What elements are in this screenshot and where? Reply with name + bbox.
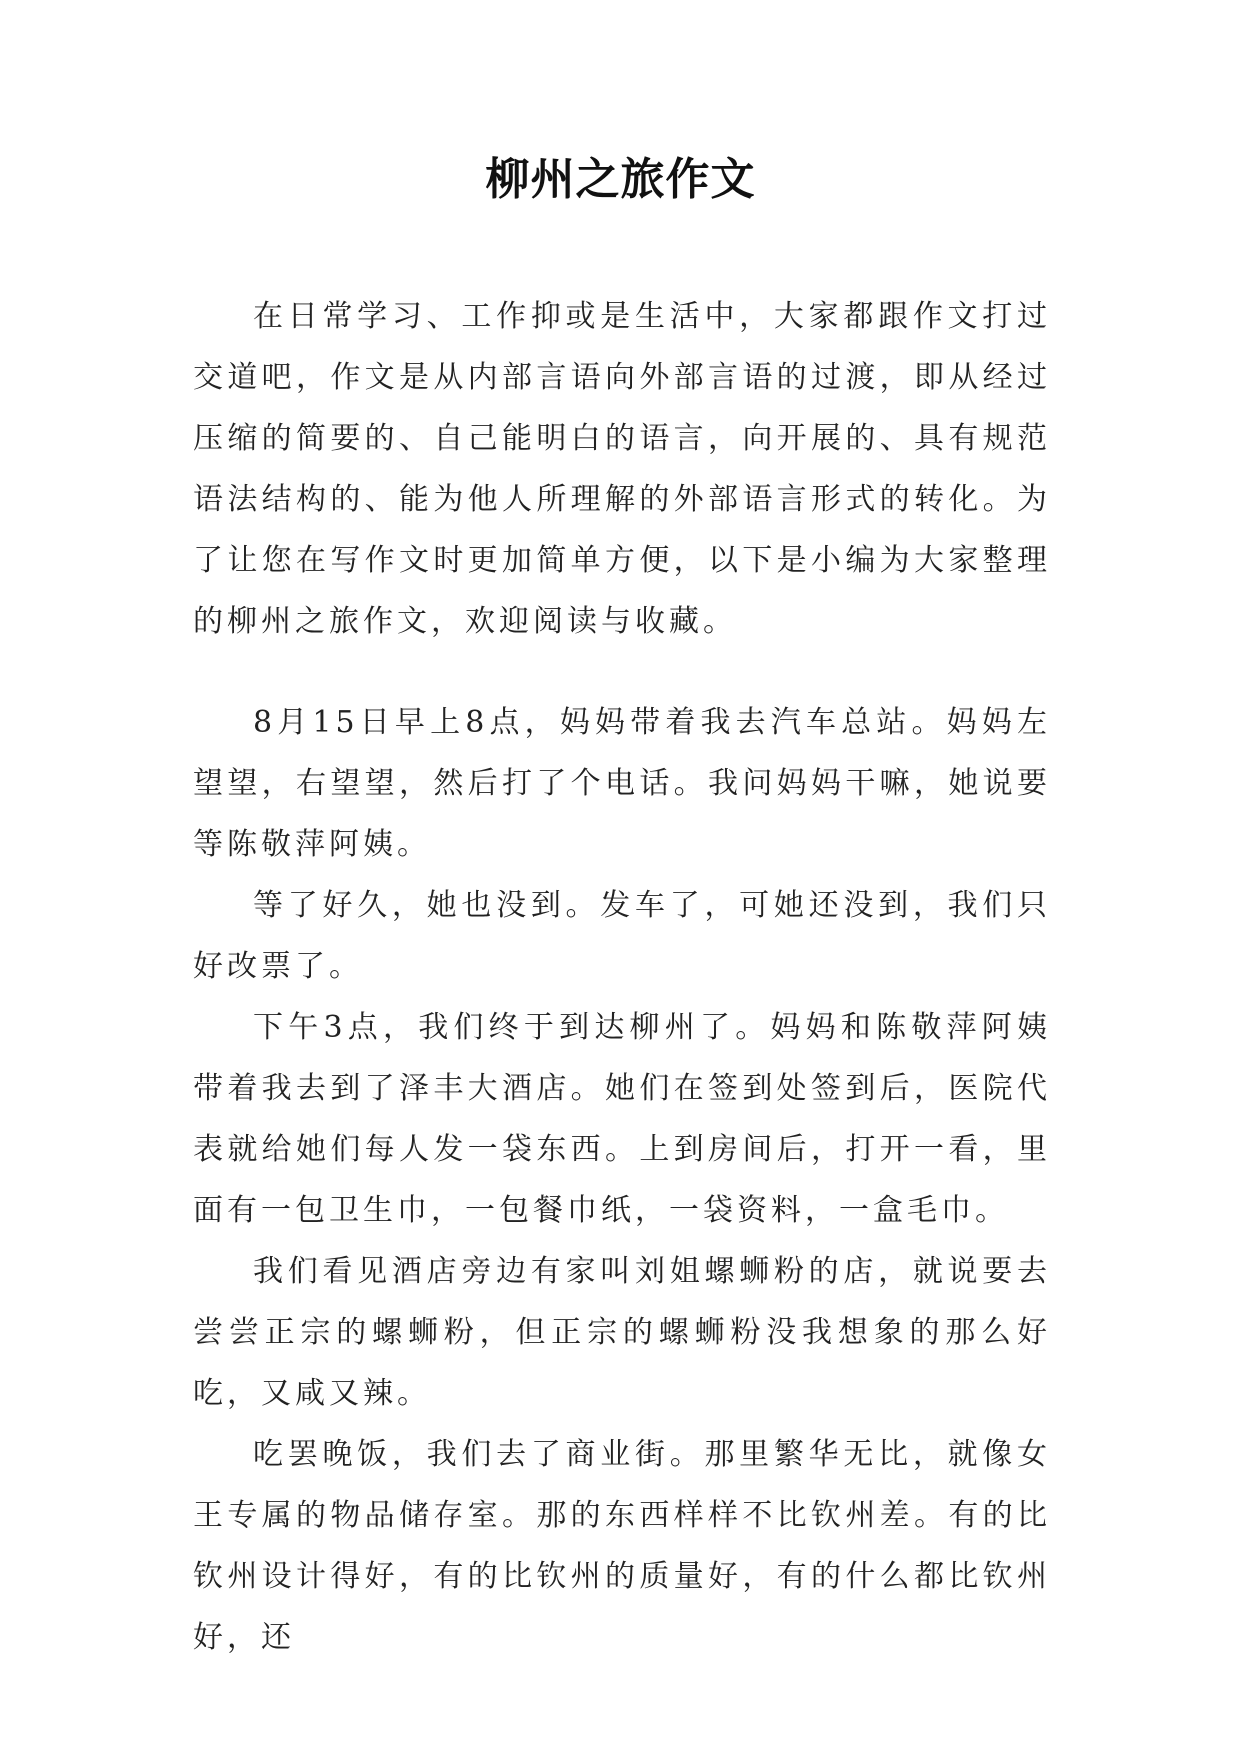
intro-section [193,286,1051,652]
story-paragraph-5: 吃罢晚饭，我们去了商业街。那里繁华无比，就像女王专属的物品储存室。那的东西样样不比钦州差。有的比钦州设计得好，有的比钦州的质量好，有的什么都比钦州好，还 [193,1437,1051,1655]
story-section [193,692,1051,1668]
story-paragraph-2: 等了好久，她也没到。发车了，可她还没到，我们只好改票了。 [193,888,1051,984]
story-paragraph-3: 下午3点，我们终于到达柳州了。妈妈和陈敬萍阿姨带着我去到了泽丰大酒店。她们在签到处签到后，医院代表就给她们每人发一袋东西。上到房间后，打开一看，里面有一包卫生巾，一包餐巾纸，一袋资料，一盒毛巾。 [193,1010,1051,1228]
intro-paragraph: 在日常学习、工作抑或是生活中，大家都跟作文打过交道吧，作文是从内部言语向外部言语的过渡，即从经过压缩的简要的、自己能明白的语言，向开展的、具有规范语法结构的、能为他人所理解的外部语言形式的转化。为了让您在写作文时更加简单方便，以下是小编为大家整理的柳州之旅作文，欢迎阅读与收藏。 [193,299,1051,639]
document-title: 柳州之旅作文 [485,154,756,205]
story-paragraph-4: 我们看见酒店旁边有家叫刘姐螺蛳粉的店，就说要去尝尝正宗的螺蛳粉，但正宗的螺蛳粉没我想象的那么好吃，又咸又辣。 [193,1254,1051,1411]
story-paragraph-1: 8月15日早上8点，妈妈带着我去汽车总站。妈妈左望望，右望望，然后打了个电话。我问妈妈干嘛，她说要等陈敬萍阿姨。 [193,705,1051,862]
